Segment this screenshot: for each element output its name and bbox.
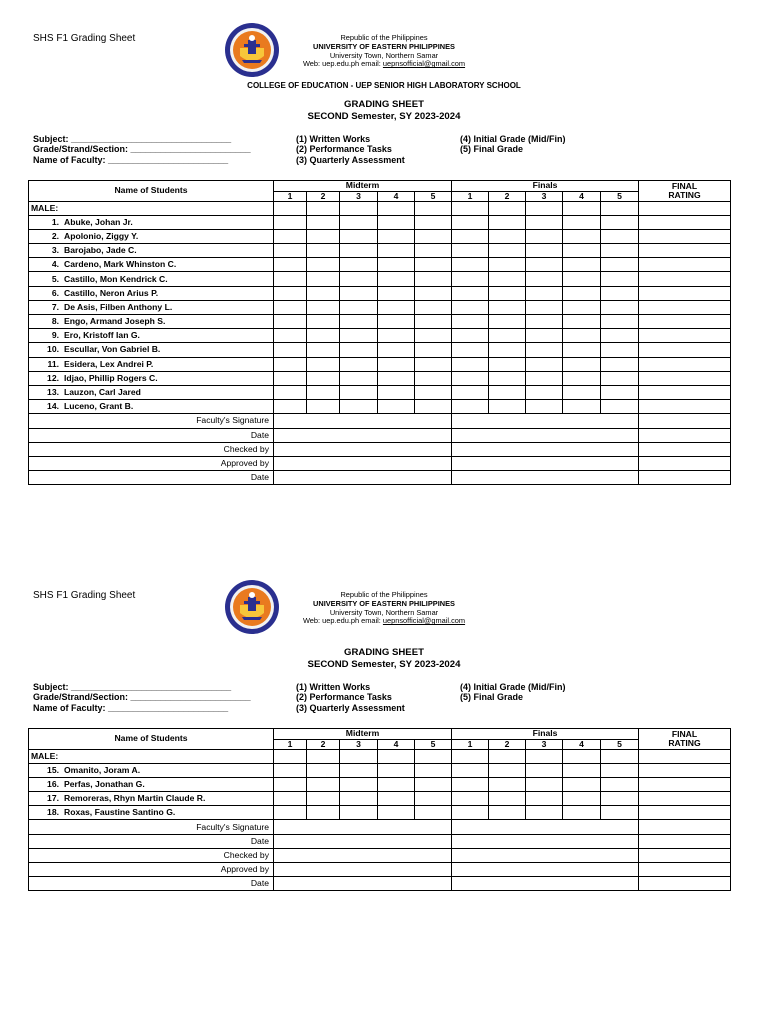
final-rating-header xyxy=(639,729,731,750)
student-name: Escullar, Von Gabriel B. xyxy=(64,344,161,355)
midterm-header: Midterm xyxy=(274,181,452,192)
legend-performance: (2) Performance Tasks xyxy=(296,692,392,703)
grade-cell[interactable] xyxy=(307,777,340,791)
grade-cell[interactable] xyxy=(601,792,639,806)
finals-col-2: 2 xyxy=(489,191,526,201)
student-number: 11. xyxy=(47,358,59,369)
signature-label: Checked by xyxy=(29,848,274,862)
grade-cell[interactable] xyxy=(601,763,639,777)
student-name: Roxas, Faustine Santino G. xyxy=(64,807,176,818)
email-link[interactable]: uepnsofficial@gmail.com xyxy=(382,59,466,69)
legend-final: (5) Final Grade xyxy=(460,144,524,155)
grade-cell[interactable] xyxy=(274,777,307,791)
student-name: Remoreras, Rhyn Martin Claude R. xyxy=(64,793,206,804)
midterm-signature-cell[interactable] xyxy=(274,848,452,862)
student-number: 14. xyxy=(47,401,59,412)
finals-col-5: 5 xyxy=(601,739,639,749)
student-number: 4. xyxy=(51,259,59,270)
group-label: MALE: xyxy=(29,201,274,215)
student-row xyxy=(29,763,731,777)
student-number: 8. xyxy=(51,316,59,327)
university-name: UNIVERSITY OF EASTERN PHILIPPINES xyxy=(313,598,455,608)
finals-header: Finals xyxy=(452,729,639,740)
signature-label: Date xyxy=(29,834,274,848)
grade-cell[interactable] xyxy=(378,777,415,791)
grade-cell[interactable] xyxy=(563,806,601,820)
midterm-signature-cell[interactable] xyxy=(274,877,452,891)
student-number: 2. xyxy=(51,230,59,241)
grade-cell[interactable] xyxy=(452,777,489,791)
grade-cell[interactable] xyxy=(452,792,489,806)
grade-cell[interactable] xyxy=(639,806,731,820)
final-rating-signature-cell[interactable] xyxy=(639,848,731,862)
student-name-cell xyxy=(29,763,274,777)
legend-written: (1) Written Works xyxy=(296,134,371,144)
student-number: 17. xyxy=(47,793,59,804)
grade-cell[interactable] xyxy=(526,806,563,820)
student-number: 16. xyxy=(47,778,59,789)
student-number: 9. xyxy=(51,330,59,341)
grade-cell[interactable] xyxy=(340,777,378,791)
final-rating-signature-cell[interactable] xyxy=(639,820,731,834)
finals-signature-cell[interactable] xyxy=(452,863,639,877)
midterm-col-1: 1 xyxy=(274,191,307,201)
college-name: COLLEGE OF EDUCATION - UEP SENIOR HIGH LABORATORY SCHOOL xyxy=(247,81,521,90)
student-name: Engo, Armand Joseph S. xyxy=(64,316,166,327)
legend-right xyxy=(460,682,566,703)
grade-cell[interactable] xyxy=(601,806,639,820)
finals-col-2: 2 xyxy=(489,739,526,749)
grade-cell[interactable] xyxy=(489,792,526,806)
finals-header: Finals xyxy=(452,181,639,192)
student-row xyxy=(29,777,731,791)
signature-label: Faculty's Signature xyxy=(29,414,274,428)
student-number: 15. xyxy=(47,764,59,775)
legend-performance: (2) Performance Tasks xyxy=(296,144,392,155)
student-name-cell xyxy=(29,777,274,791)
grade-cell[interactable] xyxy=(378,806,415,820)
legend-initial: (4) Initial Grade (Mid/Fin) xyxy=(460,134,566,144)
group-row xyxy=(29,749,731,763)
signature-row xyxy=(29,834,731,848)
student-name: Ero, Kristoff Ian G. xyxy=(64,330,140,341)
web-prefix: Web: uep.edu.ph email: xyxy=(302,59,383,69)
final-rating-line1: FINAL xyxy=(671,728,698,739)
final-rating-line2: RATING xyxy=(668,189,701,200)
midterm-col-4: 4 xyxy=(378,739,415,749)
grade-cell[interactable] xyxy=(563,777,601,791)
student-name: Luceno, Grant B. xyxy=(64,401,134,412)
grade-cell[interactable] xyxy=(601,777,639,791)
grade-strand-field[interactable]: Grade/Strand/Section: ________________________ xyxy=(33,144,251,155)
finals-signature-cell[interactable] xyxy=(452,820,639,834)
doc-label: SHS F1 Grading Sheet xyxy=(33,33,136,44)
sheet-fields xyxy=(33,682,251,713)
midterm-col-4: 4 xyxy=(378,191,415,201)
grade-cell[interactable] xyxy=(274,806,307,820)
finals-col-1: 1 xyxy=(452,739,489,749)
legend-final: (5) Final Grade xyxy=(460,692,524,703)
student-number: 13. xyxy=(47,387,59,398)
grade-cell[interactable] xyxy=(526,763,563,777)
student-number: 3. xyxy=(51,245,59,256)
student-name: Apolonio, Ziggy Y. xyxy=(64,230,139,241)
grade-cell[interactable] xyxy=(489,806,526,820)
student-number: 10. xyxy=(47,344,59,355)
grades-table xyxy=(28,728,731,891)
student-number: 18. xyxy=(47,807,59,818)
grade-cell[interactable] xyxy=(639,763,731,777)
faculty-field[interactable]: Name of Faculty: ________________________ xyxy=(33,702,229,713)
finals-signature-cell[interactable] xyxy=(452,834,639,848)
student-number: 6. xyxy=(51,287,59,298)
sheet-titles xyxy=(0,647,768,671)
university-header xyxy=(290,591,478,626)
student-name: Castillo, Neron Arius P. xyxy=(64,287,159,298)
midterm-col-5: 5 xyxy=(415,739,452,749)
student-name: Esidera, Lex Andrei P. xyxy=(64,358,154,369)
midterm-col-3: 3 xyxy=(340,191,378,201)
name-of-students-header: Name of Students xyxy=(29,729,274,750)
signature-label: Checked by xyxy=(29,442,274,456)
signature-row xyxy=(29,848,731,862)
legend-quarterly: (3) Quarterly Assessment xyxy=(296,154,405,165)
finals-signature-cell[interactable] xyxy=(452,877,639,891)
signature-label: Approved by xyxy=(29,456,274,470)
midterm-col-2: 2 xyxy=(307,739,340,749)
finals-col-3: 3 xyxy=(526,191,563,201)
signature-label: Faculty's Signature xyxy=(29,820,274,834)
finals-col-3: 3 xyxy=(526,739,563,749)
grade-cell[interactable] xyxy=(452,763,489,777)
grade-cell[interactable] xyxy=(274,763,307,777)
semester-title: SECOND Semester, SY 2023-2024 xyxy=(307,111,461,122)
university-name: UNIVERSITY OF EASTERN PHILIPPINES xyxy=(313,41,455,51)
student-name-cell xyxy=(29,806,274,820)
midterm-col-5: 5 xyxy=(415,191,452,201)
semester-title: SECOND Semester, SY 2023-2024 xyxy=(307,659,461,670)
signature-label: Date xyxy=(29,471,274,485)
subject-field[interactable]: Subject: ________________________________ xyxy=(33,682,232,692)
student-row xyxy=(29,792,731,806)
grade-strand-field[interactable]: Grade/Strand/Section: ________________________ xyxy=(33,692,251,703)
student-name: Castillo, Mon Kendrick C. xyxy=(64,273,168,284)
town-line: University Town, Northern Samar xyxy=(329,607,439,617)
student-row xyxy=(29,806,731,820)
student-number: 1. xyxy=(51,216,59,227)
student-name: De Asis, Filben Anthony L. xyxy=(64,301,173,312)
finals-col-1: 1 xyxy=(452,191,489,201)
student-name-cell xyxy=(29,792,274,806)
student-number: 5. xyxy=(51,273,59,284)
grade-cell[interactable] xyxy=(452,806,489,820)
midterm-col-2: 2 xyxy=(307,191,340,201)
grade-cell[interactable] xyxy=(340,763,378,777)
midterm-signature-cell[interactable] xyxy=(274,863,452,877)
finals-signature-cell[interactable] xyxy=(452,848,639,862)
group-label: MALE: xyxy=(29,749,274,763)
grade-cell[interactable] xyxy=(526,792,563,806)
grade-cell[interactable] xyxy=(639,777,731,791)
doc-label: SHS F1 Grading Sheet xyxy=(33,590,136,601)
final-rating-signature-cell[interactable] xyxy=(639,863,731,877)
republic-line: Republic of the Philippines xyxy=(340,590,428,599)
name-of-students-header: Name of Students xyxy=(29,181,274,202)
university-seal-logo xyxy=(224,579,280,635)
final-rating-signature-cell[interactable] xyxy=(639,834,731,848)
final-rating-line1: FINAL xyxy=(671,180,698,191)
legend-left xyxy=(296,682,405,713)
email-link[interactable]: uepnsofficial@gmail.com xyxy=(382,616,466,626)
student-number: 12. xyxy=(47,372,59,383)
finals-col-4: 4 xyxy=(563,739,601,749)
grade-cell[interactable] xyxy=(563,792,601,806)
faculty-field[interactable]: Name of Faculty: ________________________ xyxy=(33,154,229,165)
student-name: Abuke, Johan Jr. xyxy=(64,216,133,227)
grade-cell[interactable] xyxy=(526,777,563,791)
student-name: Lauzon, Carl Jared xyxy=(64,387,141,398)
grade-cell[interactable] xyxy=(307,763,340,777)
student-name: Cardeno, Mark Whinston C. xyxy=(64,259,177,270)
grade-cell[interactable] xyxy=(415,763,452,777)
grade-cell[interactable] xyxy=(415,777,452,791)
signature-row xyxy=(29,863,731,877)
midterm-header: Midterm xyxy=(274,729,452,740)
student-name: Perfas, Jonathan G. xyxy=(64,778,145,789)
grade-cell[interactable] xyxy=(563,763,601,777)
student-name: Omanito, Joram A. xyxy=(64,764,141,775)
student-name: Barojabo, Jade C. xyxy=(64,245,137,256)
grade-cell[interactable] xyxy=(378,792,415,806)
signature-label: Date xyxy=(29,428,274,442)
midterm-col-3: 3 xyxy=(340,739,378,749)
midterm-col-1: 1 xyxy=(274,739,307,749)
sheet-title: GRADING SHEET xyxy=(344,99,424,110)
grade-cell[interactable] xyxy=(340,806,378,820)
grade-cell[interactable] xyxy=(639,792,731,806)
web-prefix: Web: uep.edu.ph email: xyxy=(302,616,383,626)
midterm-signature-cell[interactable] xyxy=(274,820,452,834)
grade-cell[interactable] xyxy=(415,792,452,806)
signature-label: Approved by xyxy=(29,863,274,877)
grade-cell[interactable] xyxy=(307,806,340,820)
finals-col-5: 5 xyxy=(601,191,639,201)
legend-quarterly: (3) Quarterly Assessment xyxy=(296,702,405,713)
legend-written: (1) Written Works xyxy=(296,682,371,692)
final-rating-line2: RATING xyxy=(668,737,701,748)
signature-row xyxy=(29,877,731,891)
grade-cell[interactable] xyxy=(489,763,526,777)
grade-cell[interactable] xyxy=(340,792,378,806)
subject-field[interactable]: Subject: ________________________________ xyxy=(33,134,232,144)
republic-line: Republic of the Philippines xyxy=(340,33,428,42)
grade-cell[interactable] xyxy=(489,777,526,791)
grade-cell[interactable] xyxy=(378,763,415,777)
town-line: University Town, Northern Samar xyxy=(329,50,439,60)
signature-row xyxy=(29,820,731,834)
signature-label: Date xyxy=(29,877,274,891)
finals-col-4: 4 xyxy=(563,191,601,201)
sheet-title: GRADING SHEET xyxy=(344,647,424,658)
grade-cell[interactable] xyxy=(307,792,340,806)
final-rating-signature-cell[interactable] xyxy=(639,877,731,891)
web-email-line xyxy=(290,617,478,626)
student-name: Idjao, Phillip Rogers C. xyxy=(64,372,158,383)
midterm-signature-cell[interactable] xyxy=(274,834,452,848)
legend-initial: (4) Initial Grade (Mid/Fin) xyxy=(460,682,566,692)
grade-cell[interactable] xyxy=(415,806,452,820)
student-number: 7. xyxy=(51,301,59,312)
grade-cell[interactable] xyxy=(274,792,307,806)
